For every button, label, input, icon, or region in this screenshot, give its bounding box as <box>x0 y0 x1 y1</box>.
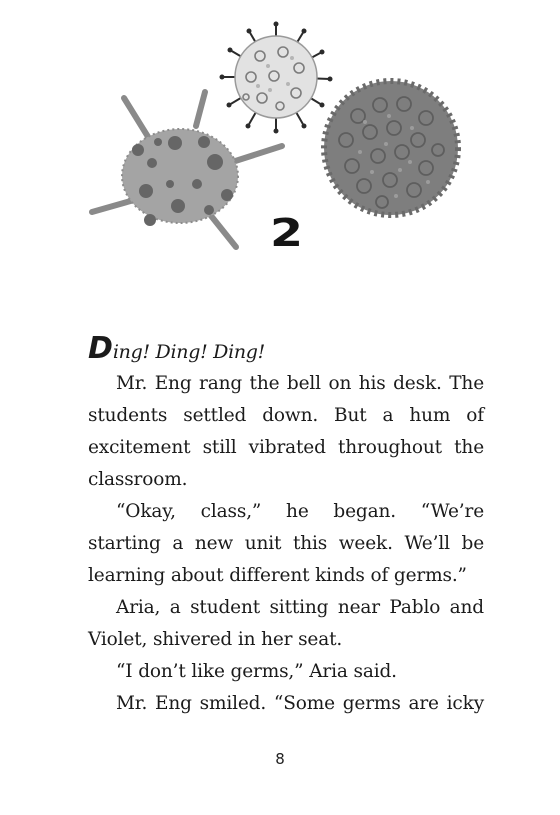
chapter-text <box>88 333 484 720</box>
opening-line <box>88 333 484 368</box>
drop-cap: D <box>88 331 113 366</box>
paragraph: Aria, a student sitting near Pablo and Violet, shivered in her seat. <box>88 597 484 650</box>
paragraph: “Okay, class,” he began. “We’re starting a new unit this week. We’ll be learning about different kinds of germs.” <box>88 501 484 586</box>
chapter-number: 2 <box>270 211 304 255</box>
paragraph: Mr. Eng smiled. “Some germs are icky <box>116 693 484 714</box>
paragraph: Mr. Eng rang the bell on his desk. The students settled down. But a hum of excitement still vibrated throughout the classroom. <box>88 373 484 490</box>
opening-line-text: ing! Ding! Ding! <box>112 341 265 363</box>
paragraph: “I don’t like germs,” Aria said. <box>116 661 397 682</box>
cell-icon <box>324 81 458 215</box>
virus-icon <box>220 22 333 134</box>
page-number: 8 <box>275 750 285 768</box>
